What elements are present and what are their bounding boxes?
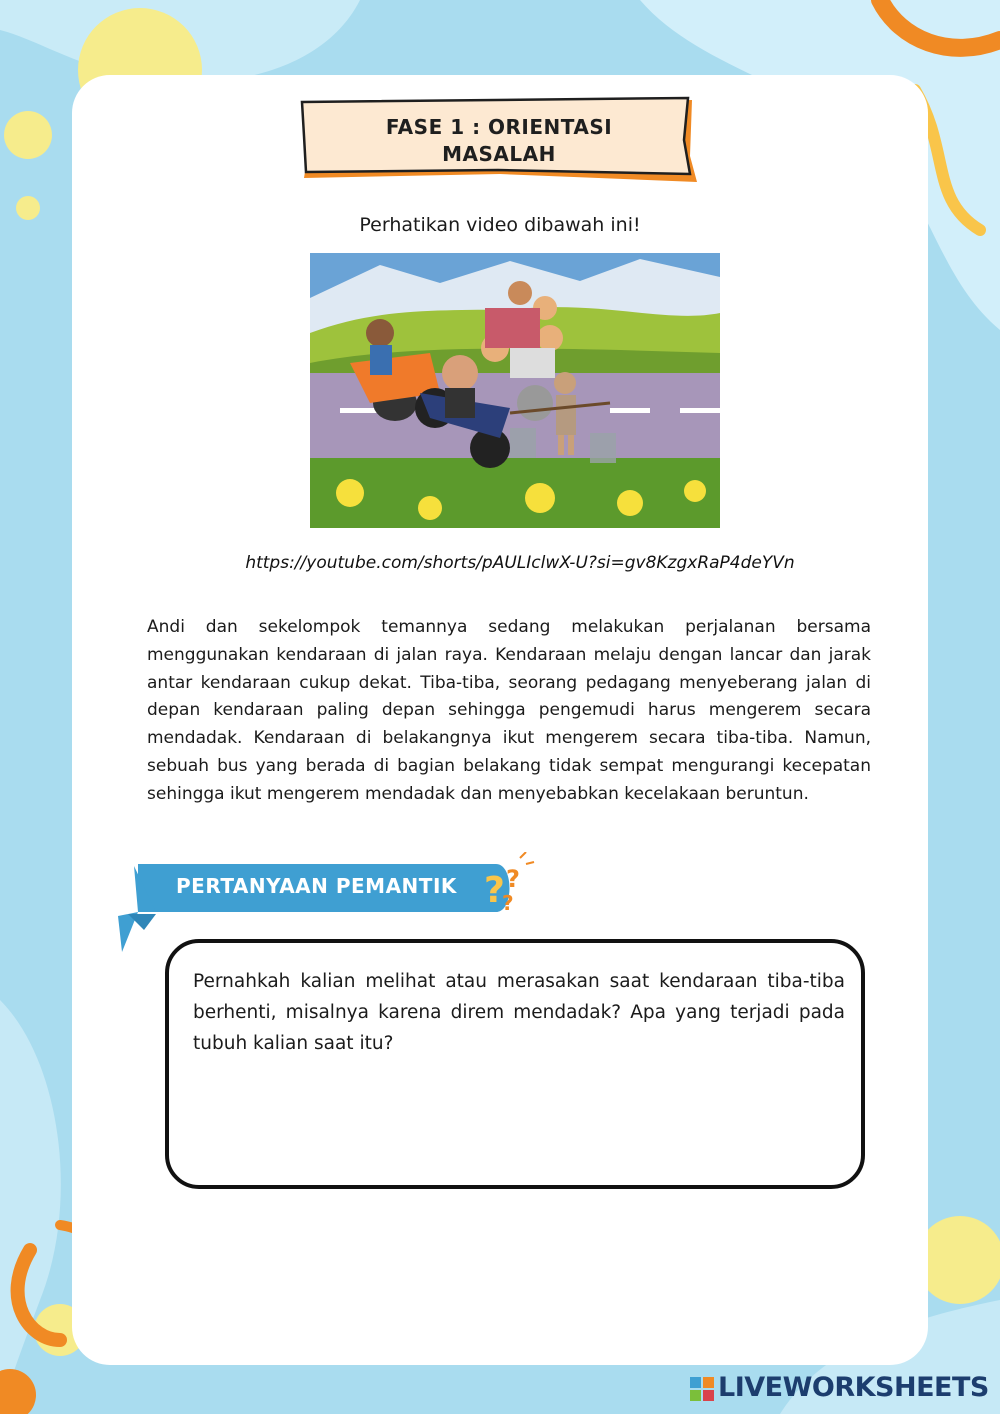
title-banner	[300, 96, 698, 188]
video-thumbnail[interactable]	[310, 253, 720, 528]
story-paragraph: Andi dan sekelompok temannya sedang melakukan perjalanan bersama menggunakan kendaraan di jalan raya. Kendaraan melaju dengan lancar dan jarak antar kendaraan cukup dekat. Tiba-tiba, seorang pedagang menyeberang jalan di depan kendaraan paling depan sehingga pengemudi harus mengerem secara mendadak. Kendaraan di belakangnya ikut mengerem secara tiba-tiba. Namun, sebuah bus yang berada di bagian belakang tidak sempat mengurangi kecepatan sehingga ikut mengerem mendadak dan menyebabkan kecelakaan beruntun.	[147, 617, 871, 804]
page-title	[300, 114, 698, 168]
question-mark-icon	[484, 852, 534, 915]
video-link[interactable]: https://youtube.com/shorts/pAULIclwX-U?si=gv8KzgxRaP4deYVn	[245, 553, 795, 573]
title-line-1: FASE 1 : ORIENTASI	[385, 115, 613, 139]
svg-text:?: ?	[502, 891, 514, 915]
liveworksheets-logo-icon	[690, 1377, 714, 1401]
brand-name: LIVEWORKSHEETS	[718, 1372, 989, 1403]
liveworksheets-brand[interactable]	[690, 1372, 990, 1406]
intro-text: Perhatikan video dibawah ini!	[359, 214, 641, 236]
svg-text:?: ?	[484, 870, 505, 911]
title-line-2: MASALAH	[442, 142, 556, 166]
question-text: Pernahkah kalian melihat atau merasakan saat kendaraan tiba-tiba berhenti, misalnya karena direm mendadak? Apa yang terjadi pada tubuh kalian saat itu?	[193, 971, 845, 1054]
video-illustration	[310, 253, 720, 528]
section-title: PERTANYAAN PEMANTIK	[176, 874, 457, 898]
svg-text:?: ?	[506, 865, 520, 893]
